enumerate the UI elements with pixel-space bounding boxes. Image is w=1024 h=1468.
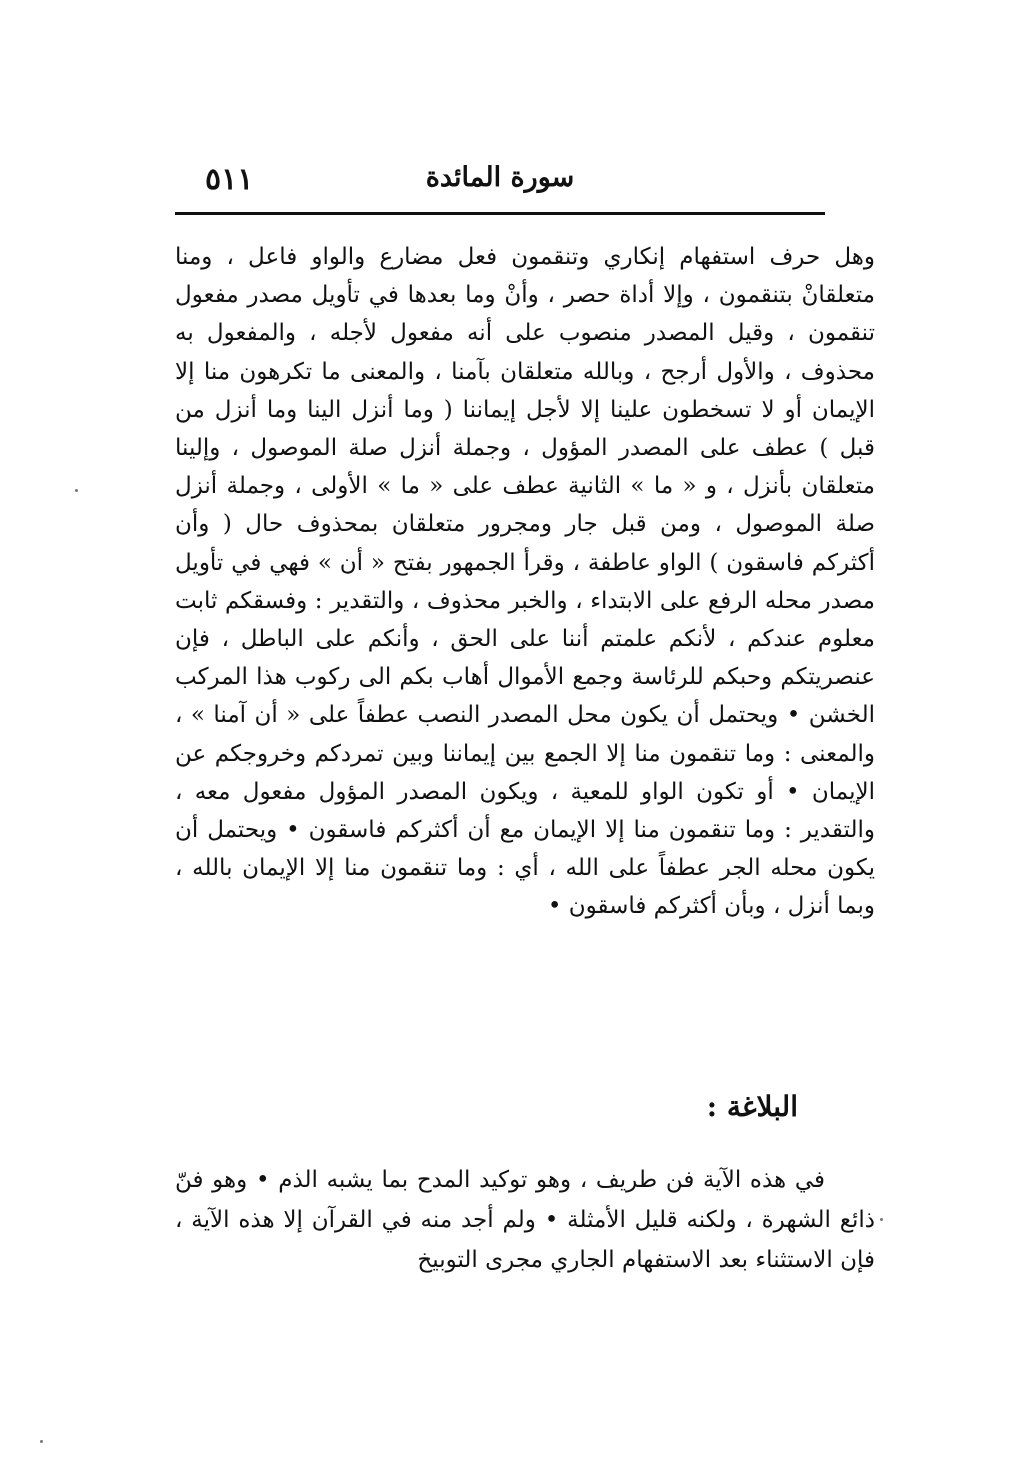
scan-speck <box>40 1440 43 1443</box>
page-number: ٥١١ <box>205 162 254 197</box>
commentary-paragraph: وهل حرف استفهام إنكاري وتنقمون فعل مضارع والواو فاعل ، ومنا متعلقانْ بتنقمون ، وإلا أداة حصر ، وأنْ وما بعدها في تأويل مصدر مفعول تنقمون ، وقيل المصدر منصوب على أنه مفعول لأجله ، والمفعول به محذوف ، والأول أرجح ، وبالله متعلقان بآمنا ، والمعنى ما تكرهون منا إلا الإيمان أو لا تسخطون علينا إلا لأجل إيماننا ( وما أنزل الينا وما أنزل من قبل ) عطف على المصدر المؤول ، وجملة أنزل صلة الموصول ، وإلينا متعلقان بأنزل ، و « ما » الثانية عطف على « ما » الأولى ، وجملة أنزل صلة الموصول ، ومن قبل جار ومجرور متعلقان بمحذوف حال ( وأن أكثركم فاسقون ) الواو عاطفة ، وقرأ الجمهور بفتح « أن » فهي في تأويل مصدر محله الرفع على الابتداء ، والخبر محذوف ، والتقدير : وفسقكم ثابت معلوم عندكم ، لأنكم علمتم أننا على الحق ، وأنكم على الباطل ، فإن عنصريتكم وحبكم للرئاسة وجمع الأموال أهاب بكم الى ركوب هذا المركب الخشن • ويحتمل أن يكون محل المصدر النصب عطفاً على « أن آمنا » ، والمعنى : وما تنقمون منا إلا الجمع بين إيماننا وبين تمردكم وخروجكم عن الإيمان • أو تكون الواو للمعية ، ويكون المصدر المؤول مفعول معه ، والتقدير : وما تنقمون منا إلا الإيمان مع أن أكثركم فاسقون • ويحتمل أن يكون محله الجر عطفاً على الله ، أي : وما تنقمون منا إلا الإيمان بالله ، وبما أنزل ، وبأن أكثركم فاسقون • <box>175 244 875 920</box>
rhetoric-commentary <box>175 1160 875 1280</box>
header-rule <box>175 212 825 215</box>
running-title: سورة المائدة <box>425 162 575 193</box>
page-header <box>175 162 825 206</box>
scan-speck <box>880 1218 883 1221</box>
scan-speck <box>75 489 78 492</box>
section-heading-rhetoric: البلاغة : <box>706 1090 798 1123</box>
rhetoric-paragraph: في هذه الآية فن طريف ، وهو توكيد المدح بما يشبه الذم • وهو فنّ ذائع الشهرة ، ولكنه قليل الأمثلة • ولم أجد منه في القرآن إلا هذه الآية ، فإن الاستثناء بعد الاستفهام الجاري مجرى التوبيخ <box>175 1167 875 1273</box>
grammar-commentary <box>175 238 875 926</box>
